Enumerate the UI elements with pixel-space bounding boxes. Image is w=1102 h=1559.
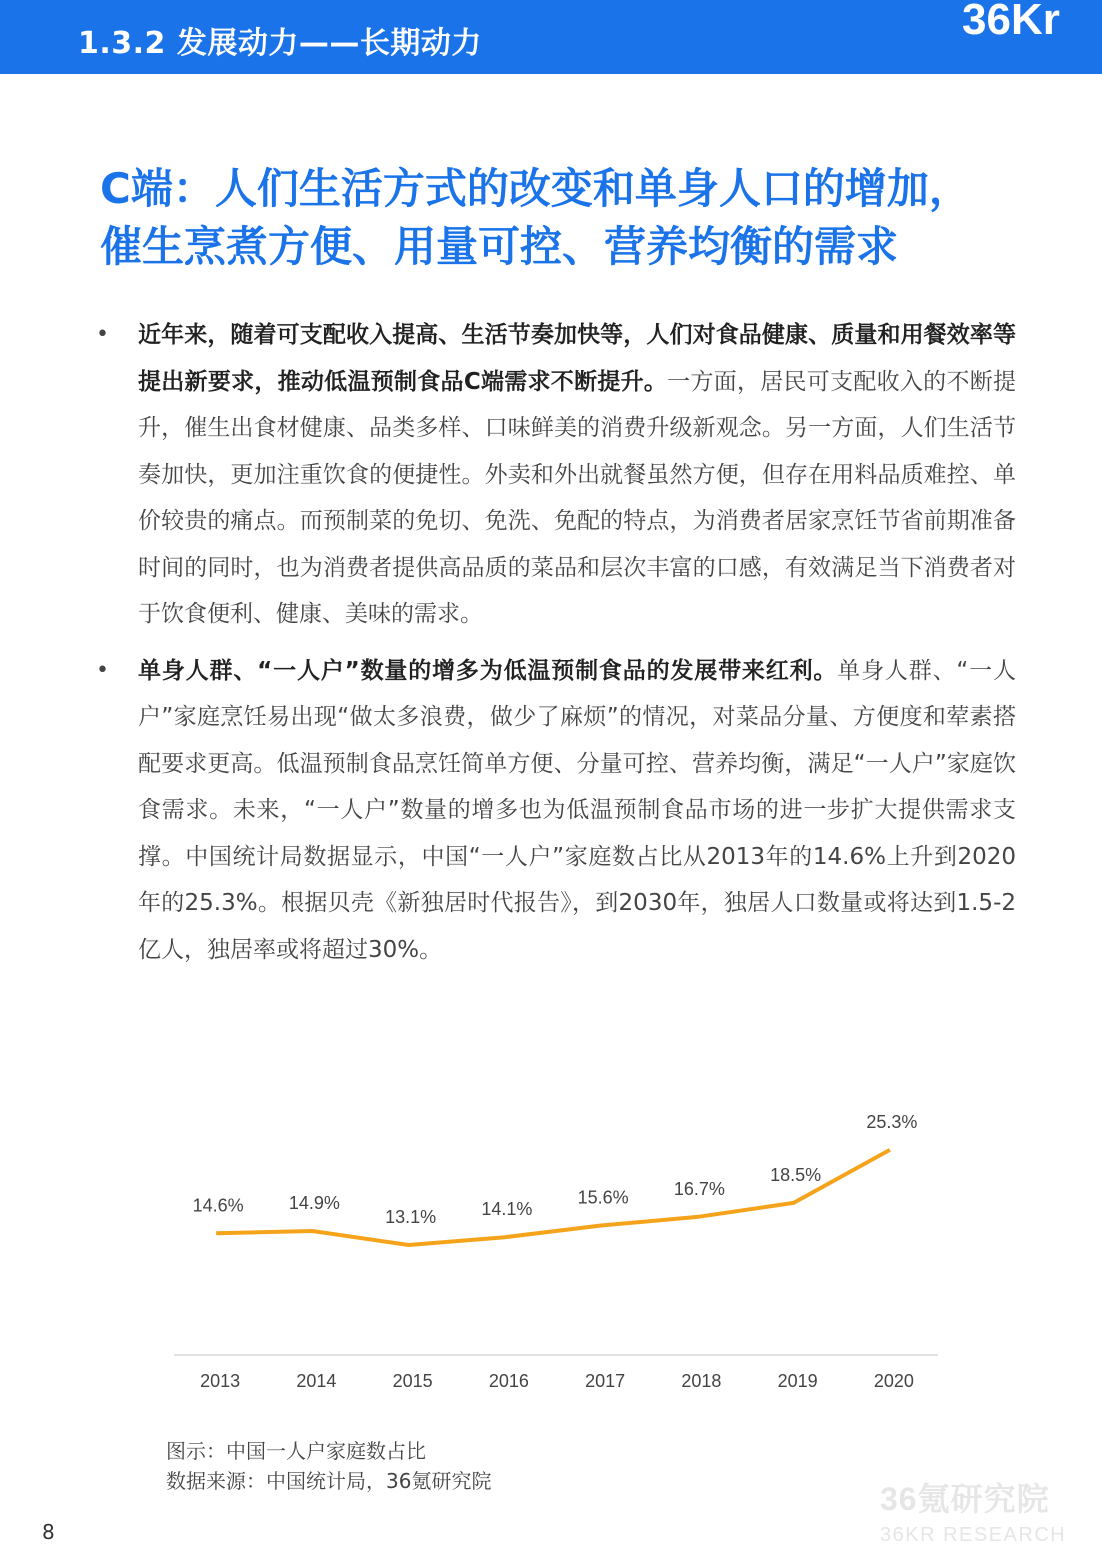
page-headline <box>100 160 1060 276</box>
bullet-list <box>96 312 1016 983</box>
watermark-line-2: 36KR RESEARCH <box>880 1524 1067 1546</box>
bullet-dot-icon: • <box>96 322 109 347</box>
bullet-body-text: 单身人群、“一人户”家庭烹饪易出现“做太多浪费，做少了麻烦”的情况，对菜品分量、方便度和荤素搭配要求更高。低温预制食品烹饪简单方便、分量可控、营养均衡，满足“一人户”家庭饮食需求。未来，“一人户”数量的增多也为低温预制食品市场的进一步扩大提供需求支撑。中国统计局数据显示，中国“一人户”家庭数占比从2013年的14.6%上升到2020年的25.3%。根据贝壳《新独居时代报告》，到2030年，独居人口数量或将达到1.5-2亿人，独居率或将超过30%。 <box>138 657 1017 963</box>
data-label-2015: 13.1% <box>385 1207 437 1227</box>
bullet-item-income <box>96 312 1016 638</box>
bullet-item-single-households <box>96 648 1016 974</box>
x-tick-label-2019: 2019 <box>777 1371 818 1391</box>
x-tick-label-2018: 2018 <box>681 1371 722 1391</box>
data-label-2017: 15.6% <box>577 1187 629 1208</box>
headline-line-1: C端：人们生活方式的改变和单身人口的增加， <box>100 164 971 213</box>
bullet-bold-lead: 单身人群、“一人户”数量的增多为低温预制食品的发展带来红利。 <box>138 657 838 684</box>
data-source: 数据来源：中国统计局，36氪研究院 <box>166 1469 492 1493</box>
data-label-2018: 16.7% <box>673 1178 725 1199</box>
bullet-bold-lead: 近年来，随着可支配收入提高、生活节奏加快等，人们对食品健康、质量和用餐效率等提出新要求，推动低温预制食品C端需求不断提升。 <box>138 322 1016 395</box>
data-label-2019: 18.5% <box>770 1164 822 1185</box>
figure-caption <box>166 1436 491 1496</box>
page-number: 8 <box>42 1520 55 1544</box>
bullet-body-text: 一方面，居民可支配收入的不断提升，催生出食材健康、品类多样、口味鲜美的消费升级新观念。另一方面，人们生活节奏加快，更加注重饮食的便捷性。外卖和外出就餐虽然方便，但存在用料品质难控、单价较贵的痛点。而预制菜的免切、免洗、免配的特点，为消费者居家烹饪节省前期准备时间的同时，也为消费者提供高品质的菜品和层次丰富的口感，有效满足当下消费者对于饮食便利、健康、美味的需求。 <box>138 368 1016 627</box>
figure-title: 图示：中国一人户家庭数占比 <box>166 1439 426 1463</box>
data-label-2013: 14.6% <box>192 1195 244 1216</box>
36kr-logo <box>962 0 1102 74</box>
bullet-dot-icon: • <box>96 657 109 683</box>
watermark-line-1: 36氪研究院 <box>880 1481 1050 1517</box>
x-tick-label-2015: 2015 <box>392 1371 433 1391</box>
logo-text: 36Kr <box>962 0 1060 44</box>
x-tick-label-2017: 2017 <box>585 1371 626 1391</box>
x-tick-label-2020: 2020 <box>873 1371 914 1391</box>
headline-line-2: 催生烹煮方便、用量可控、营养均衡的需求 <box>100 222 899 271</box>
data-label-2016: 14.1% <box>481 1199 533 1220</box>
section-title: 1.3.2 发展动力——长期动力 <box>78 26 482 61</box>
x-tick-label-2014: 2014 <box>296 1371 337 1391</box>
data-label-2020: 25.3% <box>866 1111 918 1132</box>
data-label-2014: 14.9% <box>288 1192 340 1213</box>
x-tick-label-2016: 2016 <box>488 1371 529 1391</box>
header-bar <box>0 0 1102 74</box>
research-watermark <box>880 1474 1066 1547</box>
x-tick-label-2013: 2013 <box>200 1371 241 1391</box>
one-person-household-line-chart <box>170 1090 940 1410</box>
